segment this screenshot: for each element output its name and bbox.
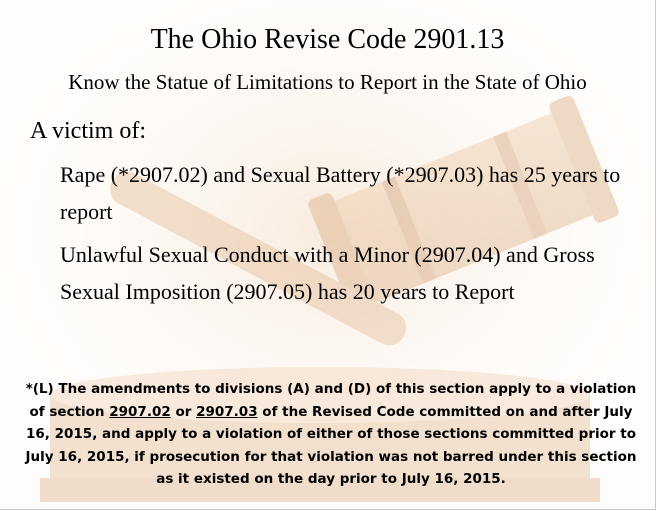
bullet-item-rape: Rape (*2907.02) and Sexual Battery (*2907.03) has 25 years to report [60,162,621,224]
footnote-text: *(L) The amendments to divisions (A) and (D) of this section apply to a violation of section [25,381,637,420]
bullet-item-unlawful-conduct: Unlawful Sexual Conduct with a Minor (2907.04) and Gross Sexual Imposition (2907.05) has 20 years to Report [60,242,595,304]
slide-title: The Ohio Revise Code 2901.13 [150,24,505,55]
lead-text: A victim of: [30,118,146,144]
footnote [22,378,640,491]
footnote-text: of the Revised Code committed on and after July 16, 2015, and apply to a violation of either of those sections committed prior to July 16, 2015, if prosecution for that violation was not barred under this section as it existed on the day prior to July 16, 2015. [25,403,637,487]
footnote-text: or [170,403,197,420]
slide-subtitle: Know the Statue of Limitations to Report in the State of Ohio [68,70,587,94]
link-2907-03[interactable]: 2907.03 [196,403,258,420]
link-2907-02[interactable]: 2907.02 [109,403,171,420]
